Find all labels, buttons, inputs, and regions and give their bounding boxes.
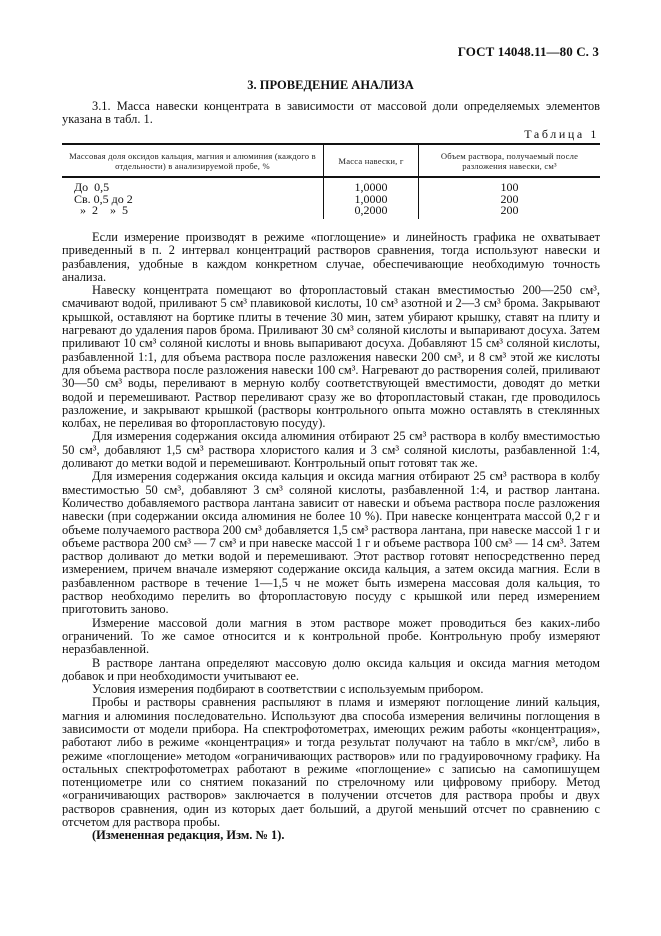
table-cell-mass: 0,2000 — [324, 205, 419, 219]
page-header-standard-number: ГОСТ 14048.11—80 С. 3 — [457, 44, 599, 59]
table-row — [62, 194, 600, 206]
table-header-row — [62, 144, 600, 177]
intro-paragraph — [62, 100, 600, 127]
paragraph-spraying-method: Пробы и растворы сравнения распыляют в пламя и измеряют поглощение линий кальция, магния и алюминия последовательно. Используют два способа измерения величины поглощения в зависимости от модели прибора. На спектрофотометрах, имеющих режим работы «концентрация», работают либо в режиме «концентрация» и тогда результат получают на табло в мкг/см³, либо в режиме «поглощение» методом «ограничивающих растворов» или по градуировочному графику. На остальных спектрофотометрах работают в режиме «поглощение» с записью на самопишущем потенциометре или со снятием показаний по стрелочному или цифровому прибору. Метод «ограничивающих растворов» заключается в получении отсчетов для раствора пробы и двух растворов сравнения, один из которых дает больший, а другой меньший отсчет по сравнению с отсчетом для раствора пробы. — [62, 695, 600, 830]
table-cell-mass: 1,0000 — [324, 177, 419, 194]
table-label: Таблица 1 — [524, 127, 599, 141]
table-header-sample-mass: Масса навески, г — [324, 144, 419, 177]
table-row — [62, 205, 600, 219]
table-cell-range: Св. 0,5 до 2 — [74, 191, 133, 206]
table-header-mass-fraction: Массовая доля оксидов кальция, магния и алюминия (каждого в отдельности) в анализируемой пробе, % — [62, 144, 324, 177]
body-text — [62, 231, 600, 843]
table-row — [62, 177, 600, 194]
paragraph-magnesium-measurement: Измерение массовой доли магния в этом растворе может проводиться без каких-либо ограничений. То же самое относится и к контрольной пробе. Контрольную пробу измеряют неразбавленной. — [62, 615, 600, 657]
table-cell-volume: 100 — [419, 177, 601, 194]
paragraph-aluminium-oxide: Для измерения содержания оксида алюминия отбирают 25 см³ раствора в колбу вместимостью 50 см³, добавляют 1,5 см³ раствора хлористого калия и 3 см³ соляной кислоты, разбавленной 1:4, доливают до метки водой и перемешивают. Контрольный опыт готовят так же. — [62, 429, 600, 471]
table-cell-range: » 2 » 5 — [74, 203, 128, 218]
amendment-note: (Измененная редакция, Изм. № 1). — [92, 828, 285, 843]
table-cell-volume: 200 — [419, 194, 601, 206]
paragraph-lanthanum-solution: В растворе лантана определяют массовую долю оксида кальция и оксида магния методом добавок и при необходимости учитывают ее. — [62, 655, 600, 683]
paragraph-calcium-magnesium-oxide: Для измерения содержания оксида кальция и оксида магния отбирают 25 см³ раствора в колбу вместимостью 50 см³, добавляют 3 см³ соляной кислоты, разбавленной 1:4, и раствор лантана. Количество добавляемого раствора лантана зависит от навески и объема раствора после разложения навески (при содержании оксида алюминия не более 10 %). При навеске концентрата массой 0,2 г и объеме получаемого раствора 200 см³ добавляется 1,5 см³ раствора лантана, при навеске массой 1 г и объеме раствора 200 см³ — 7 см³ и при навеске массой 1 г и объеме раствора 100 см³ — 14 см³. Затем раствор доливают до метки водой и перемешивают. Этот раствор готовят непосредственно перед измерением, причем вначале измеряют содержание оксида кальция, а затем оксида магния. Если в разбавленном растворе в течение 1—1,5 ч не может быть измерена массовая доля кальция, то раствор необходимо перелить во фторопластовую посуду с крышкой или перед измерением приготовить заново. — [62, 469, 600, 617]
paragraph-measurement-mode: Если измерение производят в режиме «поглощение» и линейность графика не охватывает приведенный в п. 2 интервал концентраций растворов сравнения, тогда используют навески и разбавления, удобные в каждом конкретном случае, обеспечивающие необходимую точность анализа. — [62, 230, 600, 284]
table-cell-mass: 1,0000 — [324, 194, 419, 206]
paragraph-measurement-conditions: Условия измерения подбирают в соответствии с используемым прибором. — [92, 682, 484, 697]
paragraph-sample-decomposition: Навеску концентрата помещают во фторопластовый стакан вместимостью 200—250 см³, смачивают водой, приливают 5 см³ плавиковой кислоты, 10 см³ азотной и 2—3 см³ брома. Закрывают крышкой, оставляют на бортике плиты в течение 30 мин, затем убирают крышку, ставят на плиту и нагревают до удаления паров брома. Приливают 30 см³ соляной кислоты и выпаривают досуха. Затем приливают 10 см³ соляной кислоты и вновь выпаривают досуха. Добавляют 15 см³ соляной кислоты, разбавленной 1:1, для объема раствора после разложения навески 200 см³, и 8 см³ этой же кислоты для объема раствора после разложения навески 100 см³. Нагревают до растворения солей, приливают 30—50 см³ воды, переливают в мерную колбу соответствующей вместимости, доводят до метки водой и перемешивают. Раствор переливают сразу же во фторопластовый стакан, где проводилось разложение, и закрывают крышкой (растворы контрольного опыта можно оставлять в стеклянных колбах, не переливая во фторопластовую посуду). — [62, 283, 600, 431]
intro-text: 3.1. Масса навески концентрата в зависимости от массовой доли определяемых элементов указана в табл. 1. — [62, 99, 600, 127]
table-cell-range: До 0,5 — [74, 180, 110, 194]
table-header-solution-volume: Объем раствора, получаемый после разложения навески, см³ — [419, 144, 601, 177]
section-title: 3. ПРОВЕДЕНИЕ АНАЛИЗА — [247, 78, 414, 92]
table-cell-volume: 200 — [419, 205, 601, 219]
table-1 — [62, 143, 600, 219]
